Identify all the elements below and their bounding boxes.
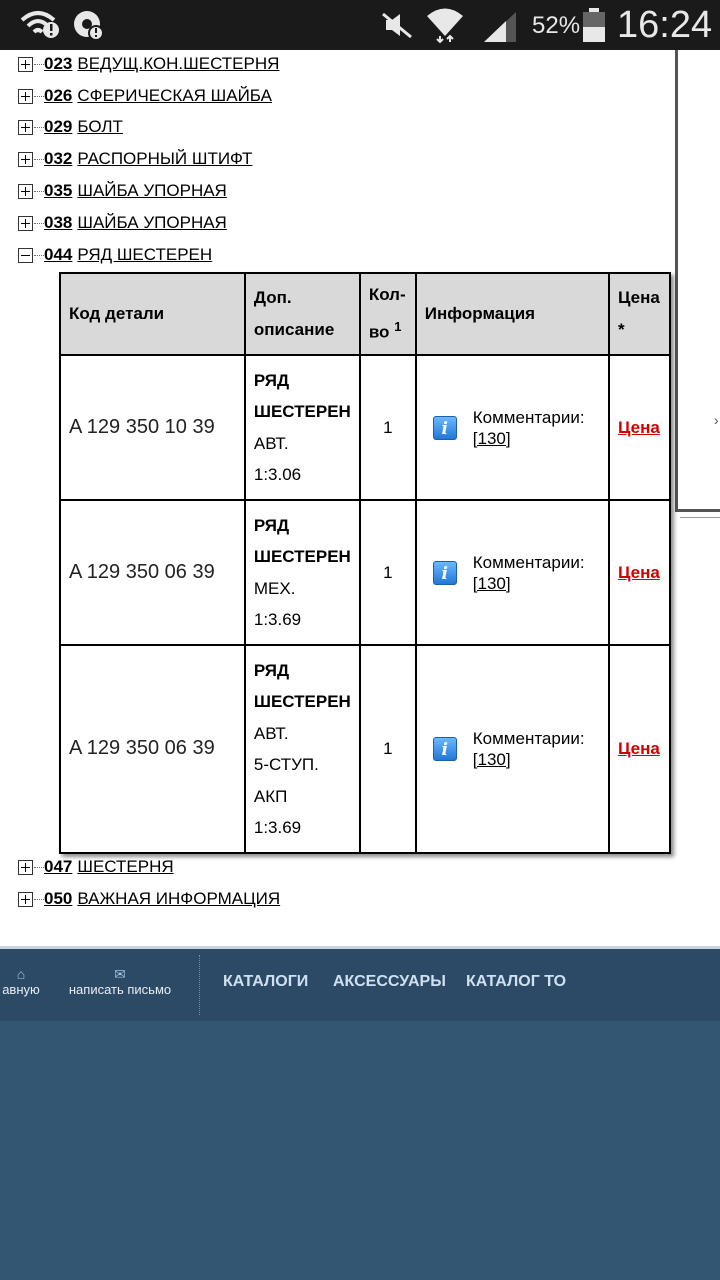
tree-item-032[interactable] — [18, 147, 252, 171]
expand-icon[interactable] — [18, 89, 33, 104]
header-price — [609, 273, 670, 355]
tree-connector — [34, 255, 44, 256]
expand-icon[interactable] — [18, 216, 33, 231]
part-group-code: 032 — [44, 149, 73, 168]
battery-percent: 52% — [532, 12, 581, 39]
expand-icon[interactable] — [18, 152, 33, 167]
footer-background — [0, 1021, 720, 1280]
maintenance-catalog-link[interactable]: КАТАЛОГ ТО — [466, 973, 567, 990]
tree-item-link[interactable] — [44, 889, 280, 909]
header-quantity-footnote: 1 — [394, 319, 402, 335]
home-icon: ⌂ — [16, 966, 26, 982]
tree-connector — [34, 867, 44, 868]
status-bar — [0, 0, 720, 50]
price-cell — [609, 355, 670, 500]
catalogs-link[interactable]: КАТАЛОГИ — [223, 973, 309, 990]
header-quantity-line2: во — [368, 322, 390, 342]
clock: 16:24 — [617, 4, 713, 46]
part-group-label: ВЕДУЩ.КОН.ШЕСТЕРНЯ — [77, 54, 280, 73]
header-quantity — [360, 273, 416, 355]
tree-item-038[interactable] — [18, 211, 227, 235]
price-cell — [609, 645, 670, 853]
comment — [473, 552, 585, 594]
wifi-alert-icon — [20, 10, 60, 40]
table-row — [60, 355, 670, 500]
part-group-code: 026 — [44, 86, 73, 105]
part-group-code: 044 — [44, 245, 73, 264]
part-number: A 129 350 06 39 — [60, 645, 245, 853]
header-description-line1: Доп. — [253, 288, 292, 307]
tree-connector — [34, 64, 44, 65]
price-link[interactable]: Цена — [618, 417, 660, 437]
part-info — [416, 500, 609, 645]
part-group-label: РАСПОРНЫЙ ШТИФТ — [77, 149, 253, 168]
tree-item-link[interactable] — [44, 213, 227, 233]
home-link[interactable] — [0, 966, 46, 997]
part-number: A 129 350 10 39 — [60, 355, 245, 500]
part-name: РЯД ШЕСТЕРЕН — [253, 515, 351, 566]
expand-icon[interactable] — [18, 860, 33, 875]
side-frame-border — [680, 50, 720, 518]
comment-link[interactable]: [130] — [472, 428, 511, 448]
comment-label: Комментарии: — [472, 729, 585, 748]
expand-icon[interactable] — [18, 892, 33, 907]
header-price-line1: Цена — [618, 288, 660, 307]
battery-icon — [581, 7, 607, 43]
part-details: АВТ. 1:3.06 — [253, 433, 302, 484]
header-info: Информация — [416, 273, 609, 355]
part-info — [416, 355, 609, 500]
tree-connector — [34, 127, 44, 128]
part-info — [416, 645, 609, 853]
part-group-code: 029 — [44, 117, 73, 136]
side-frame-glyph: › — [714, 412, 719, 428]
comment — [473, 407, 585, 449]
parts-table — [59, 272, 671, 854]
header-description-line2: описание — [253, 320, 335, 339]
wifi-icon — [425, 6, 465, 44]
expand-icon[interactable] — [18, 184, 33, 199]
part-number: A 129 350 06 39 — [60, 500, 245, 645]
part-details: МЕХ. 1:3.69 — [253, 578, 302, 629]
part-quantity: 1 — [360, 500, 416, 645]
write-letter-label: написать письмо — [68, 982, 172, 997]
part-name: РЯД ШЕСТЕРЕН — [253, 370, 351, 421]
signal-icon — [482, 10, 518, 42]
part-quantity: 1 — [360, 645, 416, 853]
tree-connector — [34, 899, 44, 900]
tree-item-035[interactable] — [18, 179, 227, 203]
collapse-icon[interactable] — [18, 248, 33, 263]
comment-link[interactable]: [130] — [472, 573, 511, 593]
tree-item-047[interactable] — [18, 855, 174, 879]
table-row — [60, 500, 670, 645]
part-group-label: РЯД ШЕСТЕРЕН — [77, 245, 213, 264]
part-quantity: 1 — [360, 355, 416, 500]
tree-item-link[interactable] — [44, 181, 227, 201]
tree-connector — [34, 159, 44, 160]
home-label: авную — [2, 982, 40, 997]
part-group-code: 047 — [44, 857, 73, 876]
tree-item-link[interactable] — [44, 86, 272, 106]
comment-label: Комментарии: — [472, 552, 585, 572]
part-group-label: ШЕСТЕРНЯ — [77, 857, 174, 876]
tree-connector — [34, 191, 44, 192]
expand-icon[interactable] — [18, 120, 33, 135]
comment-label: Комментарии: — [472, 407, 585, 427]
part-description — [245, 645, 360, 853]
header-price-footnote: * — [618, 320, 625, 339]
part-group-label: БОЛТ — [77, 117, 123, 136]
tree-item-link[interactable] — [44, 149, 252, 169]
tree-item-link[interactable] — [44, 54, 279, 74]
tree-item-023[interactable] — [18, 52, 279, 76]
part-group-code: 050 — [44, 889, 73, 908]
header-description — [245, 273, 360, 355]
part-group-code: 038 — [44, 213, 73, 232]
part-details: АВТ. 5-СТУП. АКП 1:3.69 — [253, 723, 319, 837]
comment-link[interactable]: [130] — [472, 750, 511, 769]
info-icon[interactable]: i — [433, 416, 457, 440]
part-group-label: ШАЙБА УПОРНАЯ — [77, 213, 227, 232]
comment — [473, 728, 585, 770]
price-link[interactable]: Цена — [618, 739, 660, 759]
part-name: РЯД ШЕСТЕРЕН — [253, 660, 351, 711]
data-saver-icon — [72, 9, 106, 41]
part-group-code: 023 — [44, 54, 73, 73]
part-description — [245, 500, 360, 645]
tree-item-029[interactable] — [18, 115, 123, 139]
mute-icon — [380, 11, 414, 39]
tree-connector — [34, 96, 44, 97]
price-cell — [609, 500, 670, 645]
info-icon[interactable]: i — [433, 737, 457, 761]
part-group-code: 035 — [44, 181, 73, 200]
part-group-label: СФЕРИЧЕСКАЯ ШАЙБА — [77, 86, 272, 105]
tree-connector — [34, 223, 44, 224]
part-group-label: ВАЖНАЯ ИНФОРМАЦИЯ — [77, 889, 281, 908]
write-letter-link[interactable] — [60, 966, 180, 997]
part-description — [245, 355, 360, 500]
table-header-row — [60, 273, 670, 355]
tree-item-044[interactable] — [18, 243, 212, 267]
expand-icon[interactable] — [18, 57, 33, 72]
mail-icon: ✉ — [114, 966, 126, 982]
part-group-label: ШАЙБА УПОРНАЯ — [77, 181, 227, 200]
price-link[interactable]: Цена — [618, 562, 660, 582]
tree-item-050[interactable] — [18, 887, 280, 911]
tree-item-link[interactable] — [44, 117, 123, 137]
tree-item-link[interactable] — [44, 857, 174, 877]
header-quantity-line1: Кол- — [368, 285, 406, 305]
accessories-link[interactable]: АКСЕССУАРЫ — [333, 973, 446, 990]
info-icon[interactable]: i — [433, 561, 457, 585]
footer-separator — [199, 955, 200, 1015]
tree-item-026[interactable] — [18, 84, 272, 108]
header-code: Код детали — [60, 273, 245, 355]
table-row — [60, 645, 670, 853]
tree-item-link[interactable] — [44, 245, 212, 265]
